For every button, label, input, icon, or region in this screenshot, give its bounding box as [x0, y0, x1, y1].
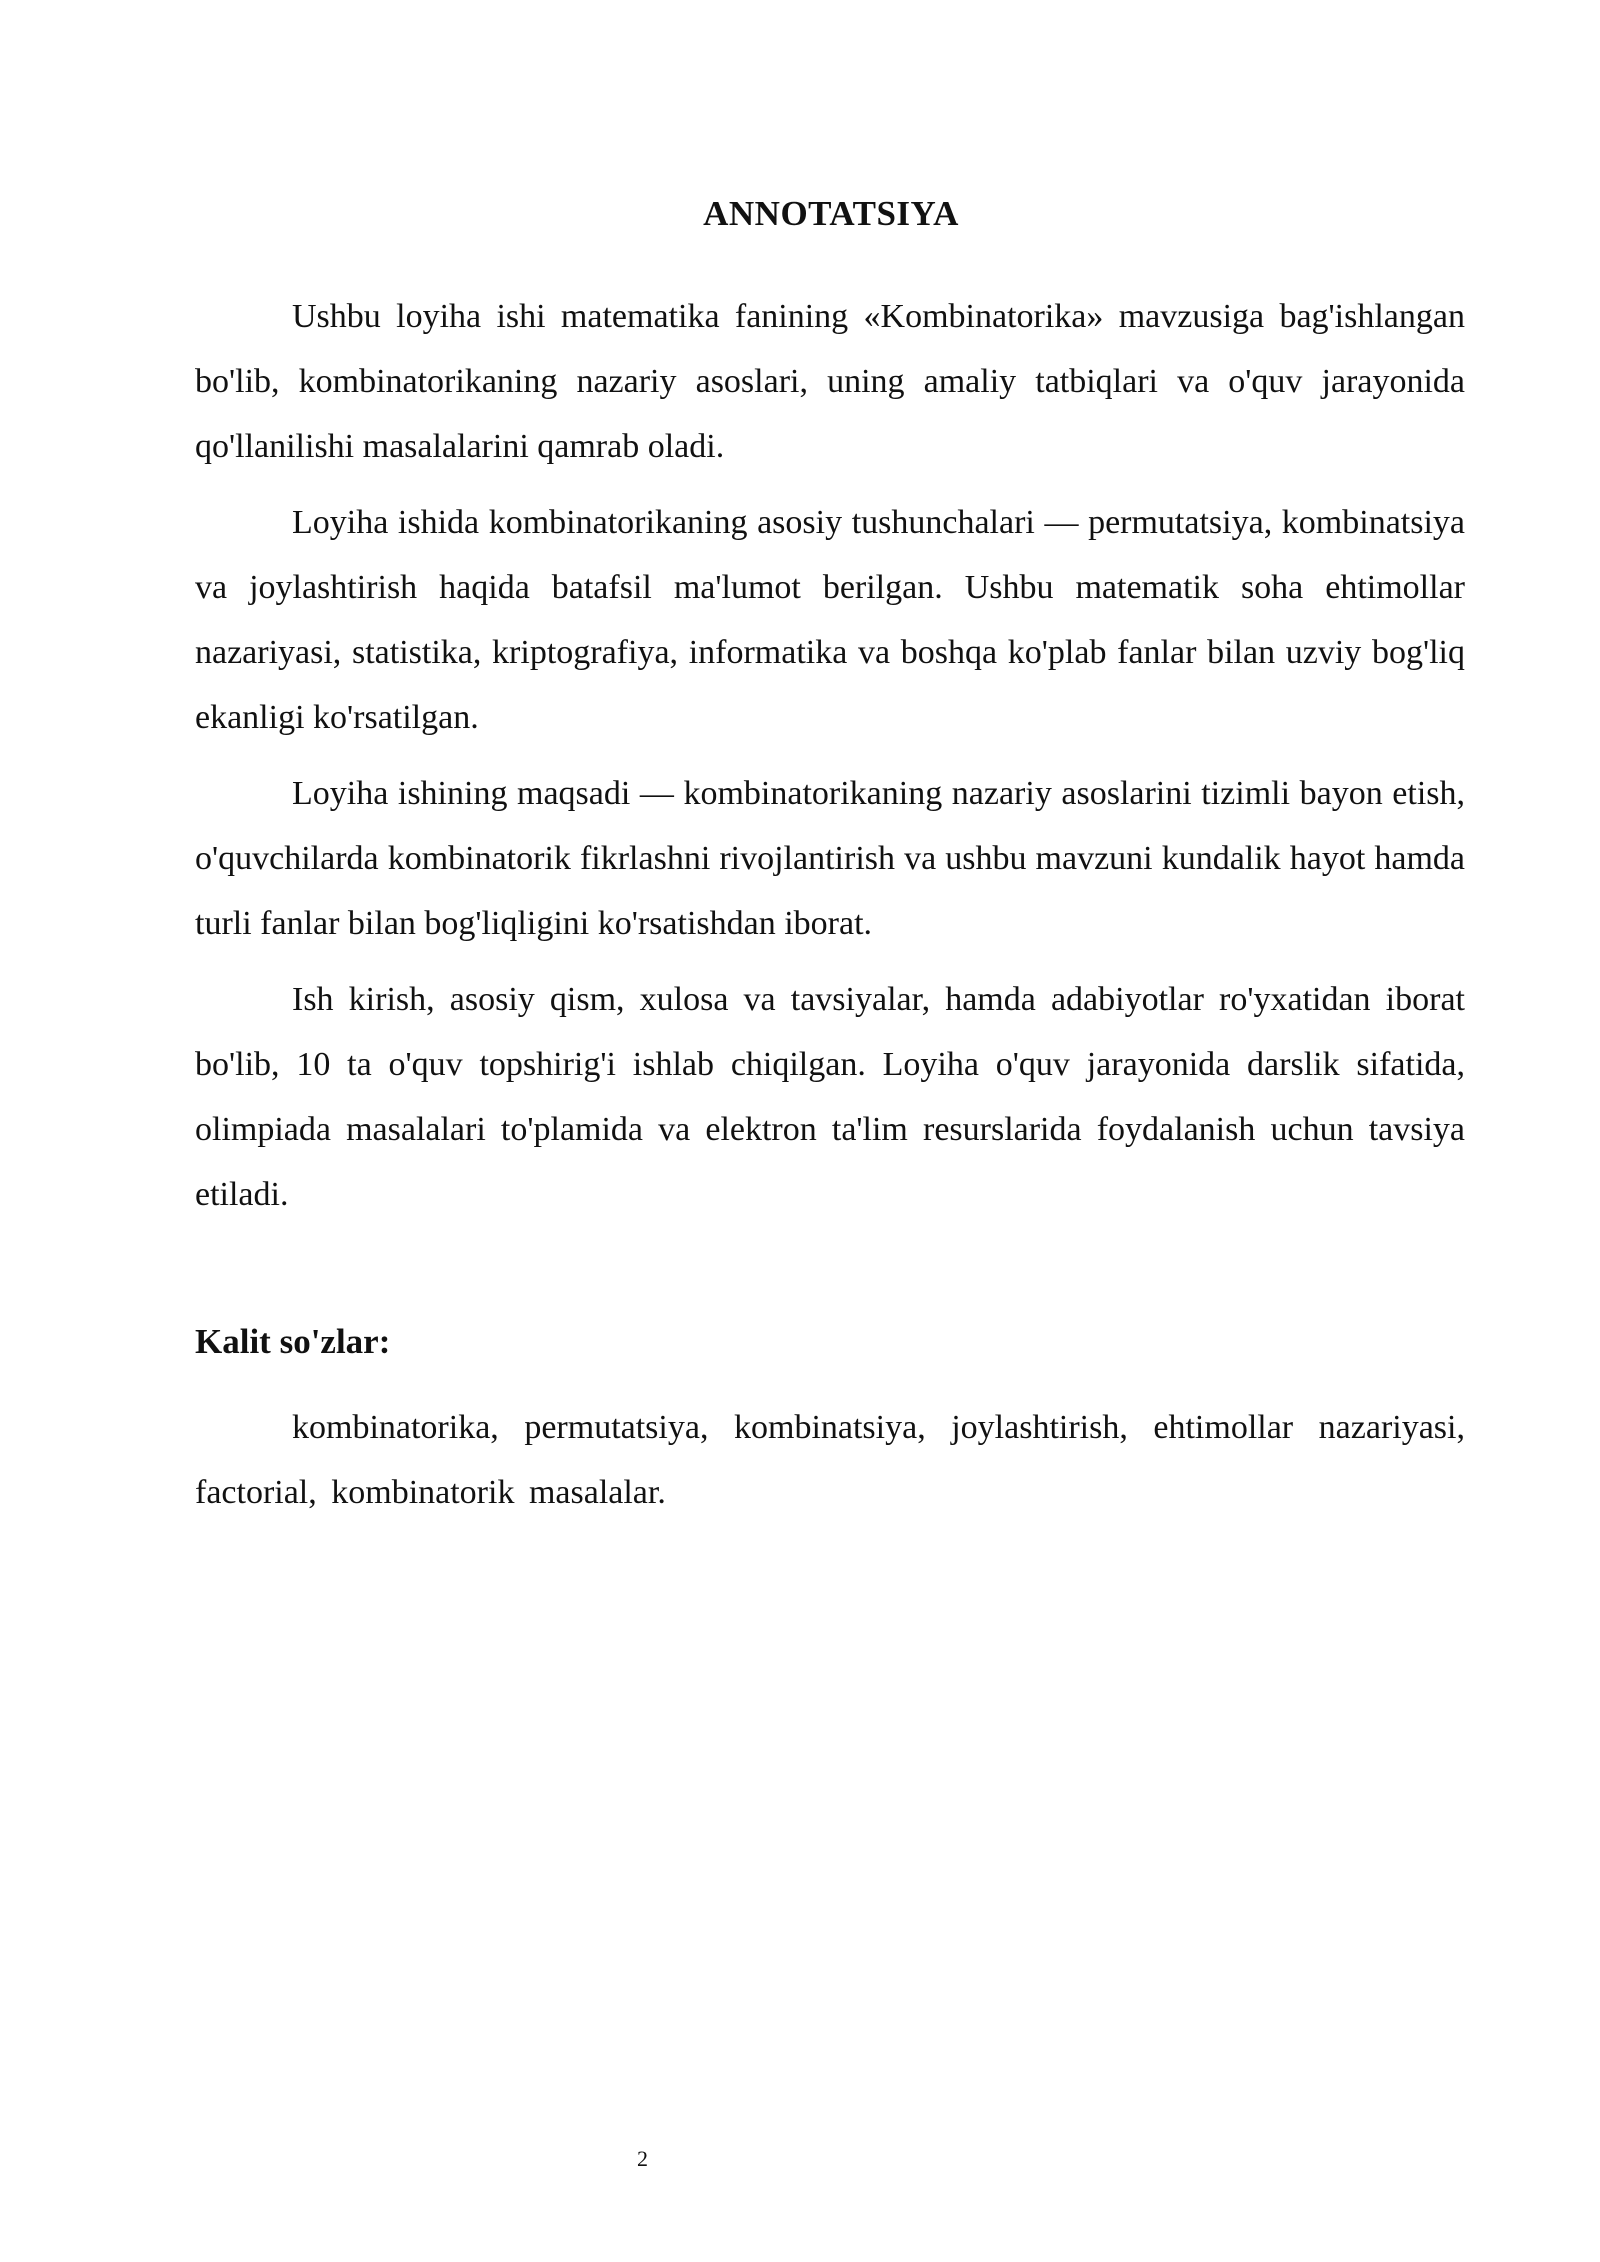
paragraph-1: Ushbu loyiha ishi matematika fanining «Kombinatorika» mavzusiga bag'ishlangan bo'lib, kombinatorikaning nazariy asoslari, uning amaliy tatbiqlari va o'quv jarayonida qo'llanilishi masalalarini qamrab oladi.: [195, 298, 1465, 465]
keywords-list: kombinatorika, permutatsiya, kombinatsiya, joylashtirish, ehtimollar nazariyasi, factorial, kombinatorik masalalar.: [195, 1409, 1465, 1511]
annotation-body: [195, 284, 1465, 1238]
keywords-heading: Kalit so'zlar:: [195, 1322, 391, 1361]
page-title: ANNOTATSIYA: [703, 194, 959, 233]
paragraph-4: Ish kirish, asosiy qism, xulosa va tavsiyalar, hamda adabiyotlar ro'yxatidan iborat bo'lib, 10 ta o'quv topshirig'i ishlab chiqilgan. Loyiha o'quv jarayonida darslik sifatida, olimpiada masalalari to'plamida va elektron ta'lim resurslarida foydalanish uchun tavsiya etiladi.: [195, 981, 1465, 1213]
page-number: 2: [637, 2146, 648, 2171]
keywords-section: [195, 1395, 1465, 1525]
paragraph-3: Loyiha ishining maqsadi — kombinatorikaning nazariy asoslarini tizimli bayon etish, o'quvchilarda kombinatorik fikrlashni rivojlantirish va ushbu mavzuni kundalik hayot hamda turli fanlar bilan bog'liqligini ko'rsatishdan iborat.: [195, 775, 1465, 942]
paragraph-2: Loyiha ishida kombinatorikaning asosiy tushunchalari — permutatsiya, kombinatsiya va joylashtirish haqida batafsil ma'lumot berilgan. Ushbu matematik soha ehtimollar nazariyasi, statistika, kriptografiya, informatika va boshqa ko'plab fanlar bilan uzviy bog'liq ekanligi ko'rsatilgan.: [195, 504, 1465, 736]
